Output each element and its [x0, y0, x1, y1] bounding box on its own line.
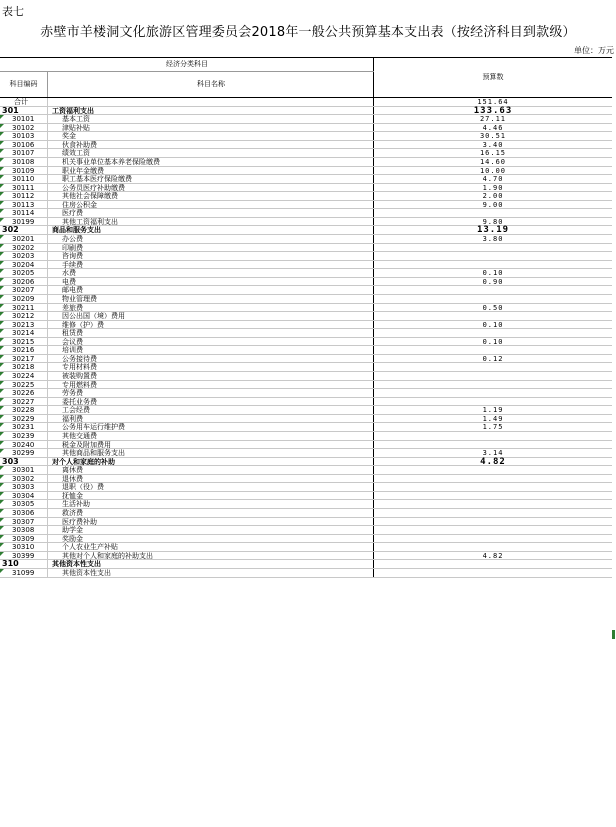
table-row [0, 149, 612, 158]
row-code: 30203 [0, 252, 48, 260]
row-amount: 0.50 [482, 303, 504, 312]
row-code: 30240 [0, 441, 48, 449]
row-amount [374, 569, 612, 577]
table-row [0, 423, 612, 432]
row-name: 公务接待费 [48, 355, 374, 363]
row-name: 工资福利支出 [48, 107, 374, 115]
row-code: 30217 [0, 355, 48, 363]
row-name: 差旅费 [48, 304, 374, 312]
table-row [0, 569, 612, 578]
table-row [0, 98, 612, 107]
row-amount: 1.49 [482, 414, 504, 423]
row-name: 救济费 [48, 509, 374, 517]
row-name: 其他社会保障缴费 [48, 192, 374, 200]
row-amount: 2.00 [482, 192, 504, 201]
row-amount [374, 389, 612, 397]
table-row [0, 381, 612, 390]
table-row [0, 372, 612, 381]
row-code: 301 [0, 107, 48, 115]
table-row [0, 406, 612, 415]
row-amount: 30.51 [479, 132, 507, 141]
row-name: 机关事业单位基本养老保险缴费 [48, 158, 374, 166]
table-row [0, 346, 612, 355]
row-amount: 4.82 [480, 456, 506, 467]
row-name: 劳务费 [48, 389, 374, 397]
table-row [0, 115, 612, 124]
row-name: 个人农业生产补贴 [48, 543, 374, 551]
table-row [0, 278, 612, 287]
row-code: 30101 [0, 115, 48, 123]
row-code: 30229 [0, 415, 48, 423]
row-code: 30218 [0, 363, 48, 371]
table-row [0, 389, 612, 398]
row-code: 30112 [0, 192, 48, 200]
budget-table [0, 57, 612, 578]
row-name: 抚恤金 [48, 492, 374, 500]
row-amount [374, 441, 612, 449]
row-code: 303 [0, 458, 48, 466]
row-amount [374, 381, 612, 389]
row-amount [374, 286, 612, 294]
row-code: 30213 [0, 321, 48, 329]
row-amount [374, 560, 612, 568]
row-amount [374, 261, 612, 269]
table-row [0, 295, 612, 304]
row-code: 30205 [0, 269, 48, 277]
row-code: 30216 [0, 346, 48, 354]
table-row [0, 286, 612, 295]
table-row [0, 329, 612, 338]
table-row [0, 261, 612, 270]
row-name: 电费 [48, 278, 374, 286]
row-code: 30211 [0, 304, 48, 312]
row-amount [374, 295, 612, 303]
table-row [0, 269, 612, 278]
table-row [0, 107, 612, 116]
row-code: 30106 [0, 141, 48, 149]
row-name: 奖励金 [48, 535, 374, 543]
row-amount: 0.90 [482, 277, 504, 286]
table-row [0, 543, 612, 552]
row-amount [374, 526, 612, 534]
row-name: 专用燃料费 [48, 381, 374, 389]
row-code: 合计 [0, 98, 48, 106]
row-code: 30307 [0, 518, 48, 526]
row-amount: 10.00 [479, 166, 507, 175]
row-code: 30308 [0, 526, 48, 534]
row-code: 30107 [0, 149, 48, 157]
row-amount: 9.80 [482, 217, 504, 226]
table-row [0, 124, 612, 133]
row-code: 30302 [0, 475, 48, 483]
page-title: 赤壁市羊楼洞文化旅游区管理委员会2018年一般公共预算基本支出表（按经济科目到款级） [40, 25, 576, 40]
row-code: 30199 [0, 218, 48, 226]
row-name: 水费 [48, 269, 374, 277]
row-code: 30103 [0, 132, 48, 140]
row-name: 因公出国（境）费用 [48, 312, 374, 320]
table-row [0, 500, 612, 509]
row-code: 30108 [0, 158, 48, 166]
row-code: 30111 [0, 184, 48, 192]
row-name: 津贴补贴 [48, 124, 374, 132]
row-amount: 9.00 [482, 200, 504, 209]
row-amount: 4.70 [482, 175, 504, 184]
row-code: 30226 [0, 389, 48, 397]
row-amount [374, 209, 612, 217]
row-name: 委托业务费 [48, 398, 374, 406]
row-code: 30215 [0, 338, 48, 346]
row-amount: 3.14 [482, 449, 504, 458]
row-name: 退休费 [48, 475, 374, 483]
row-code: 30102 [0, 124, 48, 132]
table-row [0, 483, 612, 492]
row-amount [374, 312, 612, 320]
row-name: 助学金 [48, 526, 374, 534]
row-amount [374, 483, 612, 491]
row-code: 30301 [0, 466, 48, 474]
table-row [0, 535, 612, 544]
row-name: 奖金 [48, 132, 374, 140]
row-code: 30239 [0, 432, 48, 440]
row-code: 30227 [0, 398, 48, 406]
header-name: 科目名称 [197, 80, 225, 88]
row-amount: 4.82 [482, 551, 504, 560]
cell-indicator-mark [612, 630, 615, 639]
row-amount [374, 535, 612, 543]
row-code: 30110 [0, 175, 48, 183]
row-name: 咨询费 [48, 252, 374, 260]
table-row [0, 338, 612, 347]
row-amount [374, 363, 612, 371]
row-code: 302 [0, 226, 48, 234]
table-row [0, 209, 612, 218]
table-row [0, 526, 612, 535]
row-amount: 4.46 [482, 123, 504, 132]
row-code: 30299 [0, 449, 48, 457]
row-amount: 1.19 [482, 406, 504, 415]
row-name: 住房公积金 [48, 201, 374, 209]
row-code: 30214 [0, 329, 48, 337]
row-code: 30206 [0, 278, 48, 286]
row-amount: 0.10 [482, 337, 504, 346]
row-code: 31099 [0, 569, 48, 577]
row-name: 其他商品和服务支出 [48, 449, 374, 457]
row-name: 培训费 [48, 346, 374, 354]
row-name: 邮电费 [48, 286, 374, 294]
row-name: 其他资本性支出 [48, 569, 374, 577]
row-amount [374, 329, 612, 337]
row-name: 其他工资福利支出 [48, 218, 374, 226]
table-row [0, 363, 612, 372]
row-name: 工会经费 [48, 406, 374, 414]
table-row [0, 201, 612, 210]
row-code: 30225 [0, 381, 48, 389]
row-amount [374, 244, 612, 252]
row-name: 基本工资 [48, 115, 374, 123]
row-code: 30201 [0, 235, 48, 243]
header-code: 科目编码 [0, 72, 48, 97]
row-amount [374, 475, 612, 483]
row-code: 310 [0, 560, 48, 568]
table-row [0, 312, 612, 321]
row-amount: 3.80 [482, 235, 504, 243]
row-name: 专用材料费 [48, 363, 374, 371]
table-row [0, 175, 612, 184]
row-code: 30224 [0, 372, 48, 380]
row-code: 30303 [0, 483, 48, 491]
row-amount [374, 372, 612, 380]
row-code: 30231 [0, 423, 48, 431]
row-code: 30109 [0, 167, 48, 175]
row-name: 办公费 [48, 235, 374, 243]
row-code: 30306 [0, 509, 48, 517]
row-code: 30202 [0, 244, 48, 252]
row-name: 会议费 [48, 338, 374, 346]
row-name: 医疗费 [48, 209, 374, 217]
row-name: 手续费 [48, 261, 374, 269]
row-amount [374, 432, 612, 440]
table-row [0, 560, 612, 569]
table-row [0, 509, 612, 518]
table-row [0, 141, 612, 150]
row-code: 30310 [0, 543, 48, 551]
table-row [0, 449, 612, 458]
row-amount [374, 252, 612, 260]
row-amount [374, 500, 612, 508]
row-amount: 14.60 [479, 157, 507, 166]
table-row [0, 518, 612, 527]
row-amount: 27.11 [479, 115, 507, 124]
row-name [48, 98, 374, 106]
row-amount: 1.90 [482, 183, 504, 192]
table-row [0, 226, 612, 235]
table-row [0, 492, 612, 501]
row-name: 税金及附加费用 [48, 441, 374, 449]
table-row [0, 458, 612, 467]
table-row [0, 441, 612, 450]
row-name: 其他交通费 [48, 432, 374, 440]
row-code: 30114 [0, 209, 48, 217]
row-name: 维修（护）费 [48, 321, 374, 329]
table-row [0, 167, 612, 176]
row-code: 30305 [0, 500, 48, 508]
row-name: 职工基本医疗保险缴费 [48, 175, 374, 183]
row-code: 30228 [0, 406, 48, 414]
unit-label: 单位：万元 [574, 46, 614, 55]
row-name: 其他对个人和家庭的补助支出 [48, 552, 374, 560]
row-amount [374, 543, 612, 551]
row-name: 退职（役）费 [48, 483, 374, 491]
row-code: 30113 [0, 201, 48, 209]
table-row [0, 244, 612, 253]
table-row [0, 192, 612, 201]
row-code: 30399 [0, 552, 48, 560]
row-name: 福利费 [48, 415, 374, 423]
row-code: 30207 [0, 286, 48, 294]
row-name: 职业年金缴费 [48, 167, 374, 175]
row-name: 离休费 [48, 466, 374, 474]
row-name: 生活补助 [48, 500, 374, 508]
header-amount: 预算数 [482, 73, 504, 81]
row-amount [374, 509, 612, 517]
table-header [0, 58, 612, 98]
table-row [0, 321, 612, 330]
row-code: 30309 [0, 535, 48, 543]
row-name: 被装购置费 [48, 372, 374, 380]
table-row [0, 398, 612, 407]
row-amount: 0.10 [482, 320, 504, 329]
row-amount [374, 518, 612, 526]
table-row [0, 235, 612, 244]
table-row [0, 184, 612, 193]
row-name: 绩效工资 [48, 149, 374, 157]
row-amount: 16.15 [479, 149, 507, 158]
row-name: 公务用车运行维护费 [48, 423, 374, 431]
row-name: 其他资本性支出 [48, 560, 374, 568]
table-body [0, 98, 612, 578]
row-amount: 3.40 [482, 140, 504, 149]
row-amount: 1.75 [482, 423, 504, 432]
row-name: 医疗费补助 [48, 518, 374, 526]
row-code: 30304 [0, 492, 48, 500]
row-code: 30212 [0, 312, 48, 320]
row-name: 对个人和家庭的补助 [48, 458, 374, 466]
table-row [0, 304, 612, 313]
row-name: 印刷费 [48, 244, 374, 252]
row-name: 公务员医疗补助缴费 [48, 184, 374, 192]
row-code: 30204 [0, 261, 48, 269]
row-amount: 0.12 [482, 354, 504, 363]
header-group-label: 经济分类科目 [0, 58, 374, 72]
row-code: 30209 [0, 295, 48, 303]
table-row [0, 252, 612, 261]
row-amount: 151.64 [477, 98, 509, 106]
row-amount [374, 346, 612, 354]
row-amount [374, 398, 612, 406]
sheet-tag: 表七 [2, 5, 24, 18]
row-amount [374, 492, 612, 500]
row-amount: 0.10 [482, 269, 504, 278]
table-row [0, 466, 612, 475]
row-amount: 13.19 [476, 225, 510, 236]
row-name: 商品和服务支出 [48, 226, 374, 234]
table-row [0, 432, 612, 441]
row-name: 伙食补助费 [48, 141, 374, 149]
table-row [0, 132, 612, 141]
table-row [0, 158, 612, 167]
row-amount [374, 466, 612, 474]
row-name: 物业管理费 [48, 295, 374, 303]
row-name: 租赁费 [48, 329, 374, 337]
row-amount: 133.63 [473, 105, 513, 116]
